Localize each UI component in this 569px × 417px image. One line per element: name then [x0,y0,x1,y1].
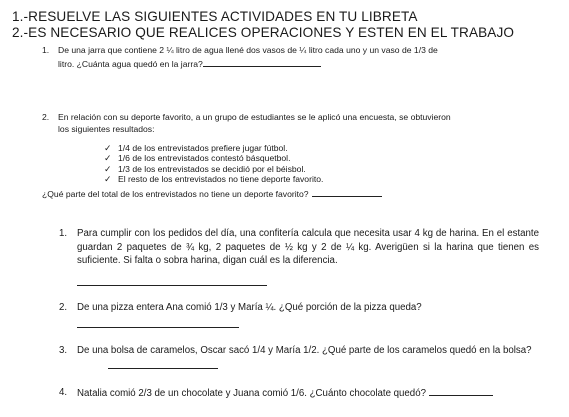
survey-results-list [104,143,323,184]
answer-blank[interactable] [429,386,493,396]
list-item: ✓ 1/6 de los entrevistados contestó básquetbol. [104,153,291,164]
problem-a-line-2 [58,57,321,71]
answer-blank[interactable] [77,318,239,328]
problem-e-text: De una bolsa de caramelos, Oscar sacó 1/4 y María 1/2. ¿Qué parte de los caramelos quedó en la bolsa? [77,345,532,356]
list-item: ✓ 1/3 de los entrevistados se decidió por el béisbol. [104,163,306,174]
answer-blank[interactable] [203,57,321,67]
instruction-heading-2: 2.-ES NECESARIO QUE REALICES OPERACIONES Y ESTEN EN EL TRABAJO [12,25,515,40]
problem-b-question: ¿Qué parte del total de los entrevistados no tiene un deporte favorito? [42,189,309,199]
problem-e-number: 3. [59,345,68,356]
problem-f-number: 4. [59,387,68,398]
problem-a-line-1: De una jarra que contiene 2 ¼ litro de agua llené dos vasos de ¼ litro cada uno y un vaso de 1/3 de [58,45,438,55]
problem-a-number: 1. [42,45,50,55]
problem-a-question: litro. ¿Cuánta agua quedó en la jarra? [58,59,203,69]
answer-blank[interactable] [108,359,218,369]
check-icon: ✓ [104,173,112,184]
problem-b-line-2: los siguientes resultados: [58,124,155,134]
problem-c-number: 1. [59,228,68,239]
check-icon: ✓ [104,153,112,164]
list-item: ✓ El resto de los entrevistados no tiene deporte favorito. [104,173,324,184]
problem-f-line [77,386,493,401]
problem-b-question-line [42,187,382,201]
answer-blank[interactable] [77,276,267,286]
problem-d-number: 2. [59,302,68,313]
instruction-heading-1: 1.-RESUELVE LAS SIGUIENTES ACTIVIDADES EN TU LIBRETA [12,9,418,24]
answer-blank[interactable] [312,187,382,197]
problem-f-text: Natalia comió 2/3 de un chocolate y Juana comió 1/6. ¿Cuánto chocolate quedó? [77,388,426,399]
problem-c-text: Para cumplir con los pedidos del día, una confitería calcula que necesita usar 4 kg de harina. En el estante guardan 2 paquetes de ¾ kg, 2 paquetes de ½ kg y 2 de ¼ kg. Averigüen si la harina que tienen es suficiente. Si falta o sobra harina, digan cuál es la diferencia. [77,228,539,266]
list-item: ✓ 1/4 de los entrevistados prefiere jugar fútbol. [104,143,288,153]
check-icon: ✓ [104,163,112,174]
problem-b-line-1: En relación con su deporte favorito, a un grupo de estudiantes se le aplicó una encuesta, se obtuvieron [58,112,451,122]
problem-d-text: De una pizza entera Ana comió 1/3 y María ¼. ¿Qué porción de la pizza queda? [77,302,422,313]
check-icon: ✓ [104,143,112,153]
problem-b-number: 2. [42,112,50,122]
